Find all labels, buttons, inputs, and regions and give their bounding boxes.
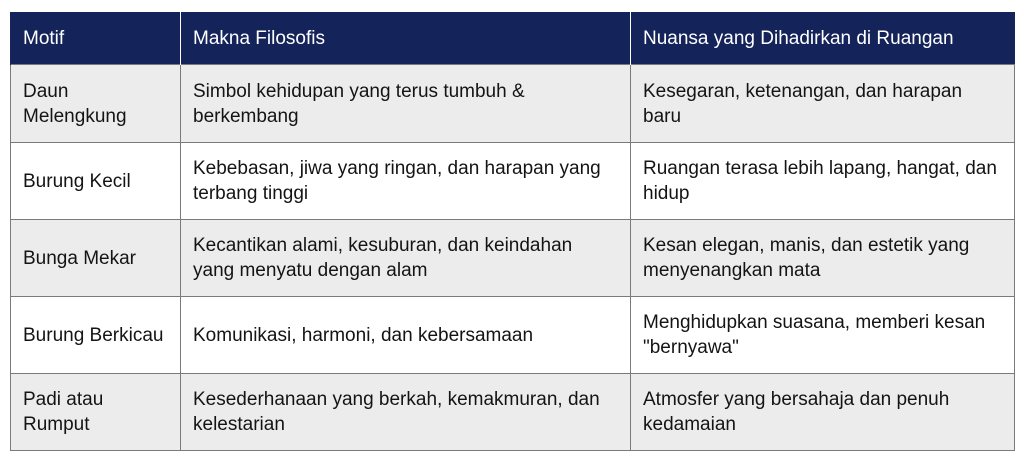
cell-makna: Simbol kehidupan yang terus tumbuh & berkembang [181,65,631,143]
table-row [11,65,1015,143]
cell-nuansa: Ruangan terasa lebih lapang, hangat, dan hidup [631,143,1015,220]
cell-motif: Padi atau Rumput [11,374,181,451]
cell-makna: Kebebasan, jiwa yang ringan, dan harapan yang terbang tinggi [181,143,631,220]
table-row [11,374,1015,451]
cell-motif: Burung Berkicau [11,297,181,374]
cell-makna: Kecantikan alami, kesuburan, dan keindahan yang menyatu dengan alam [181,220,631,297]
table-body [11,65,1015,451]
cell-motif: Burung Kecil [11,143,181,220]
table-row [11,297,1015,374]
table-row [11,143,1015,220]
cell-nuansa: Kesegaran, ketenangan, dan harapan baru [631,65,1015,143]
cell-makna: Kesederhanaan yang berkah, kemakmuran, dan kelestarian [181,374,631,451]
motif-table [10,12,1015,451]
header-makna-filosofis: Makna Filosofis [181,12,631,65]
header-row [11,12,1015,65]
cell-makna: Komunikasi, harmoni, dan kebersamaan [181,297,631,374]
table-header [11,12,1015,65]
table-row [11,220,1015,297]
cell-nuansa: Kesan elegan, manis, dan estetik yang menyenangkan mata [631,220,1015,297]
header-nuansa: Nuansa yang Dihadirkan di Ruangan [631,12,1015,65]
header-motif: Motif [11,12,181,65]
cell-motif: Daun Melengkung [11,65,181,143]
cell-nuansa: Atmosfer yang bersahaja dan penuh kedamaian [631,374,1015,451]
cell-nuansa: Menghidupkan suasana, memberi kesan "bernyawa" [631,297,1015,374]
cell-motif: Bunga Mekar [11,220,181,297]
